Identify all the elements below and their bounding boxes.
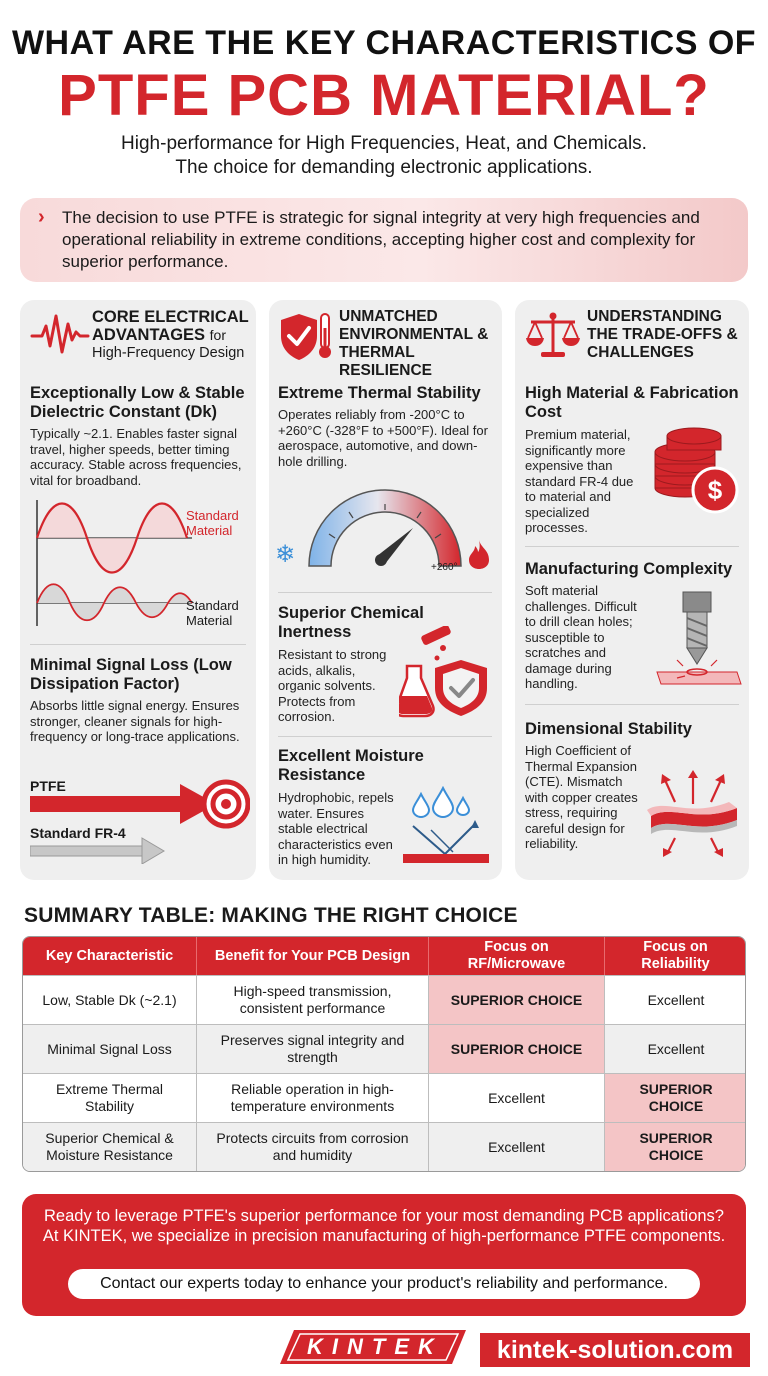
environmental-heading-line-2: ENVIRONMENTAL & (339, 326, 489, 343)
dimensional-title: Dimensional Stability (525, 720, 692, 738)
gauge-max-label: +260° (431, 562, 458, 573)
cta-text: Ready to leverage PTFE's superior performance for your most demanding PCB applications? At KINTEK, we specialize in precision manufacturing of high-performance PTFE components. (42, 1207, 726, 1245)
electrical-heading (92, 308, 252, 362)
arrow-label-fr4: Standard FR-4 (30, 825, 126, 841)
cost-body: Premium material, significantly more expensive than standard FR-4 due to material and specialized processes. (525, 427, 634, 535)
table-cell: Excellent (429, 1123, 605, 1171)
flask-shield-icon (399, 626, 495, 718)
wave-label-top: Standard Material (186, 508, 239, 538)
signal-wave-comparison-graphic (32, 498, 202, 634)
electrical-advantages-panel (20, 300, 256, 880)
column-header: Key Characteristic (23, 937, 197, 975)
cost-title: High Material & Fabrication Cost (525, 384, 739, 421)
dimensional-body: High Coefficient of Thermal Expansion (CTE). Mismatch with copper creates stress, requiring careful design for reliability. (525, 743, 638, 851)
environmental-heading-line-3: THERMAL RESILIENCE (339, 344, 433, 379)
table-cell: Excellent (647, 1040, 705, 1057)
summary-title: SUMMARY TABLE: MAKING THE RIGHT CHOICE (24, 904, 518, 927)
column-header: Focus on RF/Microwave (429, 937, 605, 975)
signal-loss-body: Absorbs little signal energy. Ensures stronger, cleaner signals for high-frequency or long-trace applications. (30, 698, 240, 744)
thermal-expansion-icon (645, 766, 743, 858)
drill-bit-icon (653, 590, 743, 686)
chevron-right-icon: › (38, 206, 45, 228)
table-cell: Reliable operation in high-temperature environments (197, 1074, 429, 1122)
kintek-logo-text: KINTEK (307, 1334, 443, 1359)
table-cell: Excellent (429, 1074, 605, 1122)
table-cell: Extreme Thermal Stability (23, 1074, 197, 1122)
table-cell: Superior Chemical & Moisture Resistance (23, 1123, 197, 1171)
table-cell: Low, Stable Dk (~2.1) (23, 976, 197, 1024)
summary-table (22, 936, 746, 1172)
electrical-heading-for: for (209, 327, 226, 343)
table-cell: Minimal Signal Loss (23, 1025, 197, 1073)
dk-title: Exceptionally Low & Stable Dielectric Constant (Dk) (30, 384, 245, 421)
divider (525, 704, 739, 705)
environmental-heading (339, 308, 501, 380)
environmental-resilience-panel (269, 300, 502, 880)
tradeoffs-heading-line-3: CHALLENGES (587, 344, 694, 361)
table-cell: Preserves signal integrity and strength (197, 1025, 429, 1073)
electrical-heading-line-2 (92, 326, 252, 344)
electrical-heading-line-3: High-Frequency Design (92, 345, 245, 361)
tradeoffs-heading-line-2: THE TRADE-OFFS & (587, 326, 738, 343)
subtitle (40, 132, 728, 180)
water-repel-icon (399, 786, 495, 866)
table-row (23, 1122, 746, 1171)
balance-scale-icon (525, 310, 581, 360)
snowflake-icon: ❄ (275, 541, 296, 568)
dk-body: Typically ~2.1. Enables faster signal travel, higher speeds, better timing accuracy. Stable across frequencies, vital for broadband. (30, 426, 242, 488)
electrical-heading-advantages: ADVANTAGES (92, 326, 206, 344)
tradeoffs-heading (587, 308, 747, 362)
contact-experts-button[interactable]: Contact our experts today to enhance your product's reliability and performance. (68, 1269, 700, 1299)
environmental-heading-line-1: UNMATCHED (339, 308, 438, 325)
table-header-row (23, 937, 746, 975)
wave-label-bottom: Standard Material (186, 598, 239, 628)
moisture-body: Hydrophobic, repels water. Ensures stable electrical characteristics even in high humidity. (278, 790, 394, 867)
signal-loss-title: Minimal Signal Loss (Low Dissipation Factor) (30, 656, 232, 693)
thermal-body: Operates reliably from -200°C to +260°C (-328°F to +500°F). Ideal for aerospace, automotive, and down-hole drilling. (278, 407, 488, 469)
divider (525, 546, 739, 547)
table-row (23, 1073, 746, 1122)
table-cell: High-speed transmission, consistent performance (197, 976, 429, 1024)
title-line-1: WHAT ARE THE KEY CHARACTERISTICS OF (11, 24, 757, 62)
signal-strength-target-graphic (30, 768, 250, 864)
call-to-action-banner (22, 1194, 746, 1316)
shield-thermometer-icon (277, 310, 333, 362)
table-cell-highlight: SUPERIOR CHOICE (429, 976, 605, 1024)
column-header: Benefit for Your PCB Design (197, 937, 429, 975)
callout-text: The decision to use PTFE is strategic for signal integrity at very high frequencies and operational reliability in extreme conditions, accepting higher cost and complexity for superior performance. (62, 208, 700, 271)
column-header: Focus on Reliability (605, 937, 746, 975)
tradeoffs-panel (515, 300, 749, 880)
website-link[interactable]: kintek-solution.com (480, 1333, 750, 1367)
table-cell: Protects circuits from corrosion and humidity (197, 1123, 429, 1171)
svg-text:$: $ (707, 475, 723, 505)
title-line-2: PTFE PCB MATERIAL? (58, 63, 710, 128)
arrow-label-ptfe: PTFE (30, 778, 66, 794)
divider (278, 592, 492, 593)
chemical-title: Superior Chemical Inertness (278, 604, 424, 641)
table-row (23, 1024, 746, 1073)
table-row (23, 975, 746, 1024)
manufacturing-title: Manufacturing Complexity (525, 560, 733, 578)
table-cell-highlight: SUPERIOR CHOICE (605, 1123, 746, 1171)
tradeoffs-heading-line-1: UNDERSTANDING (587, 308, 722, 325)
chemical-body: Resistant to strong acids, alkalis, organic solvents. Protects from corrosion. (278, 647, 387, 724)
electrical-heading-line-1: CORE ELECTRICAL (92, 308, 249, 326)
key-insight-callout (20, 198, 748, 282)
moisture-title: Excellent Moisture Resistance (278, 747, 424, 784)
table-cell-highlight: SUPERIOR CHOICE (605, 1074, 746, 1122)
subtitle-line-1: High-performance for High Frequencies, Heat, and Chemicals. (121, 133, 647, 154)
subtitle-line-2: The choice for demanding electronic applications. (175, 157, 593, 178)
manufacturing-body: Soft material challenges. Difficult to drill clean holes; susceptible to scratches and damage during handling. (525, 583, 637, 691)
table-cell-highlight: SUPERIOR CHOICE (429, 1025, 605, 1073)
table-cell: Excellent (647, 991, 705, 1008)
divider (278, 736, 492, 737)
thermal-title: Extreme Thermal Stability (278, 384, 481, 402)
divider (30, 644, 246, 645)
coin-stack-dollar-icon (649, 426, 741, 516)
flame-icon (465, 538, 493, 570)
heartbeat-wave-icon (30, 312, 90, 356)
